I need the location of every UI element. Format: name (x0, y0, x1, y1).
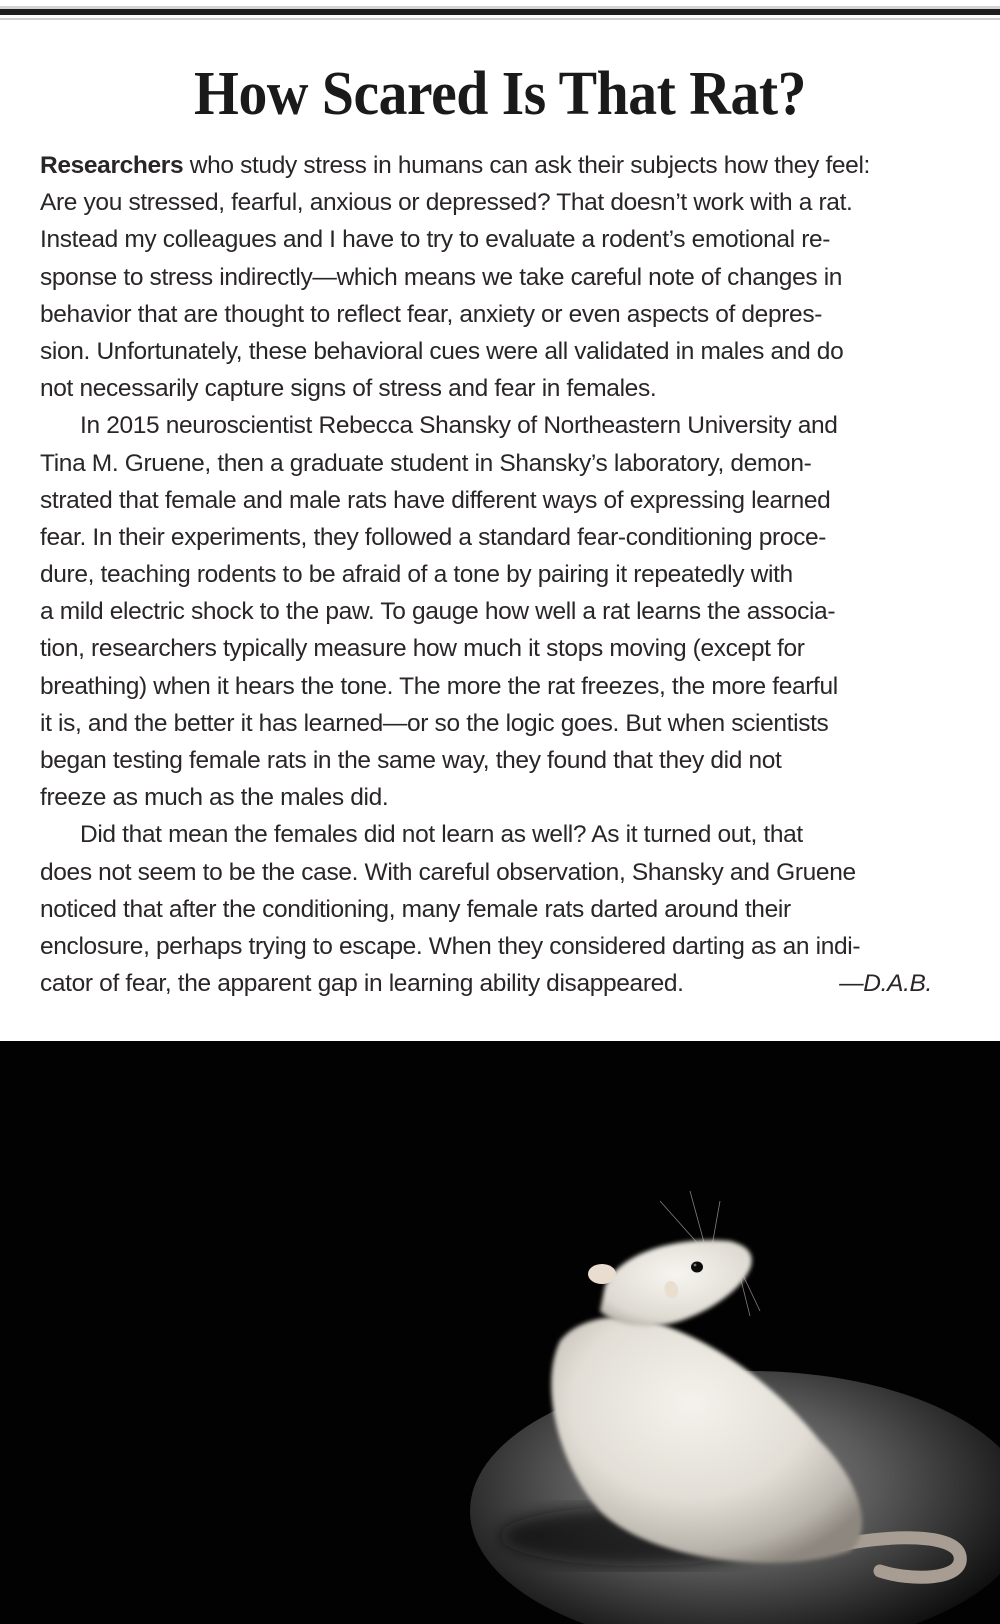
body-line-19: Did that mean the females did not learn as well? As it turned out, that (80, 821, 803, 849)
body-line-5: behavior that are thought to reflect fear, anxiety or even aspects of depres- (40, 300, 823, 328)
body-line-14: tion, researchers typically measure how much it stops moving (except for (40, 635, 805, 663)
body-line-11: fear. In their experiments, they followed a standard fear-conditioning proce- (40, 523, 827, 551)
top-rule-thick (0, 9, 1000, 15)
author-signature: —D.A.B. (839, 970, 932, 998)
body-line-6: sion. Unfortunately, these behavioral cues were all validated in males and do (40, 337, 844, 365)
body-line-22: enclosure, perhaps trying to escape. When they considered darting as an indi- (40, 932, 861, 960)
body-line-16: it is, and the better it has learned—or so the logic goes. But when scientists (40, 709, 829, 737)
body-line-23: cator of fear, the apparent gap in learning ability disappeared. —D.A.B. (40, 965, 970, 1002)
body-line-12: dure, teaching rodents to be afraid of a tone by pairing it repeatedly with (40, 561, 793, 589)
article-title: How Scared Is That Rat? (194, 60, 806, 128)
rat-photo (0, 1041, 1000, 1624)
body-line-21: noticed that after the conditioning, many female rats darted around their (40, 895, 791, 923)
lead-word: Researchers (40, 152, 184, 179)
body-line-1: Researchers who study stress in humans can ask their subjects how they feel: (40, 152, 870, 179)
body-line-18: freeze as much as the males did. (40, 784, 389, 812)
body-line-7: not necessarily capture signs of stress and fear in females. (40, 375, 657, 403)
rat-illustration (0, 1041, 1000, 1624)
body-line-9: Tina M. Gruene, then a graduate student in Shansky’s laboratory, demon- (40, 449, 812, 477)
top-rule-thin (0, 18, 1000, 20)
body-line-20: does not seem to be the case. With careful observation, Shansky and Gruene (40, 858, 856, 886)
body-line-10: strated that female and male rats have different ways of expressing learned (40, 486, 831, 514)
body-line-17: began testing female rats in the same way, they found that they did not (40, 747, 782, 774)
body-line-2: Are you stressed, fearful, anxious or depressed? That doesn’t work with a rat. (40, 189, 853, 217)
body-line-4: sponse to stress indirectly—which means we take careful note of changes in (40, 263, 843, 291)
article-body (40, 147, 970, 1002)
body-line-15: breathing) when it hears the tone. The more the rat freezes, the more fearful (40, 672, 838, 700)
body-line-3: Instead my colleagues and I have to try to evaluate a rodent’s emotional re- (40, 226, 831, 254)
body-line-13: a mild electric shock to the paw. To gauge how well a rat learns the associa- (40, 598, 836, 626)
body-line-8: In 2015 neuroscientist Rebecca Shansky of Northeastern University and (80, 412, 838, 440)
